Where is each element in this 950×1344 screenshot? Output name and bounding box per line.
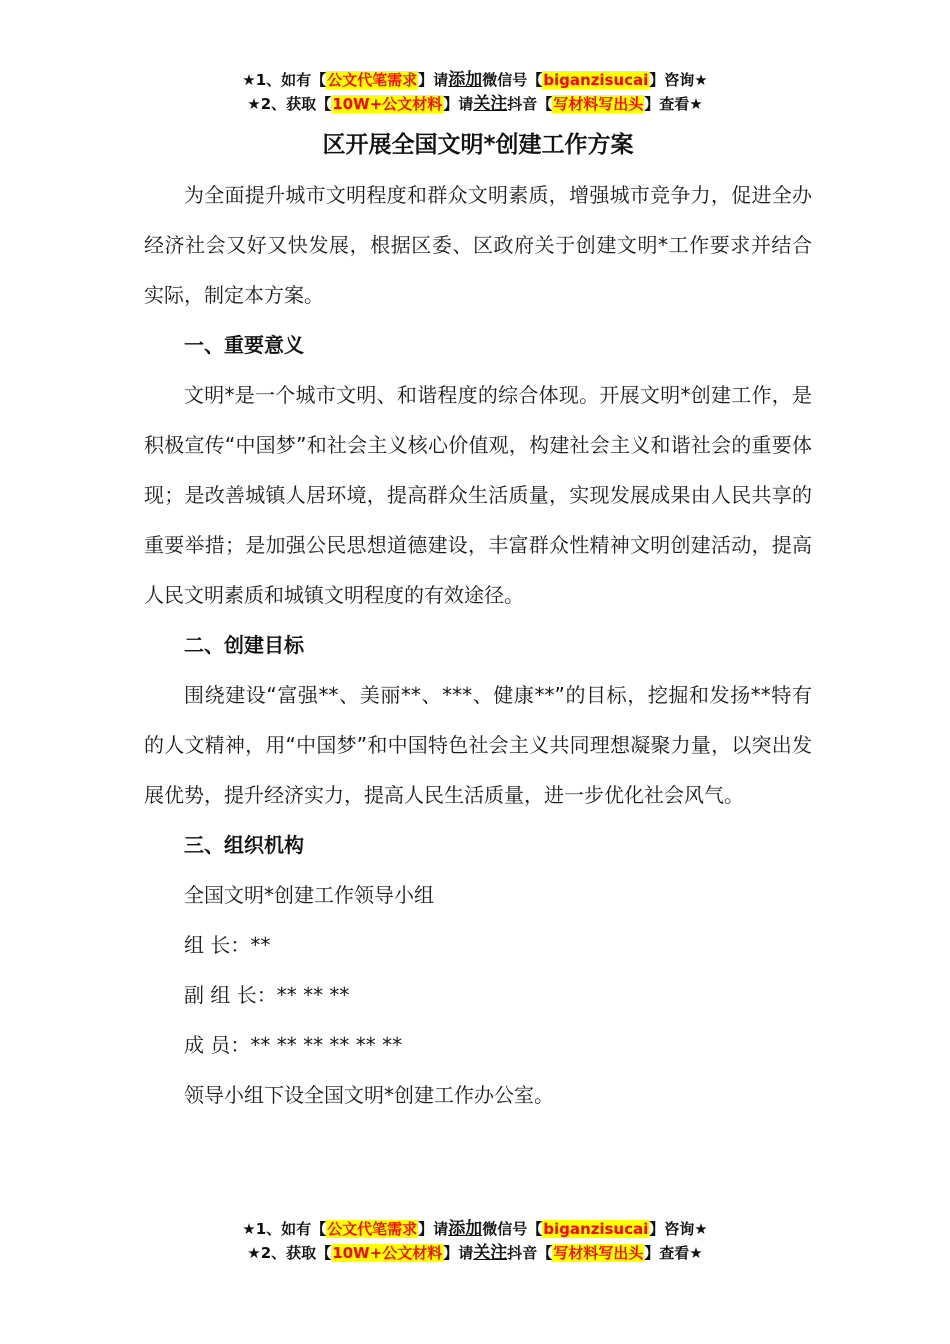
banner-highlight: 10W+公文材料 xyxy=(332,1244,443,1262)
banner-line-2: ★2、获取【10W+公文材料】请关注抖音【写材料写出头】查看★ xyxy=(247,1243,703,1263)
banner-highlight: 公文代笔需求 xyxy=(327,71,418,89)
org-members: 成 员：** ** ** ** ** ** xyxy=(184,1033,403,1057)
section-heading-3: 三、组织机构 xyxy=(184,833,304,857)
banner-highlight: 公文代笔需求 xyxy=(327,1220,418,1238)
banner-line-1: ★1、如有【公文代笔需求】请添加微信号【biganzisucai】咨询★ xyxy=(242,70,708,90)
section-2-paragraph: 围绕建设“富强**、美丽**、***、健康**”的目标，挖掘和发扬**特有的人文精神，用“中国梦”和中国特色社会主义共同理想凝聚力量，以突出发展优势，提升经济实力，提高人民生活质量，进一步优化社会风气。 xyxy=(144,683,812,807)
section-heading-2: 二、创建目标 xyxy=(184,633,304,657)
banner-highlight: 10W+公文材料 xyxy=(332,95,443,113)
intro-paragraph: 为全面提升城市文明程度和群众文明素质，增强城市竞争力，促进全办经济社会又好又快发展，根据区委、区政府关于创建文明*工作要求并结合实际，制定本方案。 xyxy=(144,183,812,307)
banner-highlight: 写材料写出头 xyxy=(553,1244,644,1262)
header-banner xyxy=(0,68,950,116)
org-group-name: 全国文明*创建工作领导小组 xyxy=(184,883,434,907)
banner-line-1: ★1、如有【公文代笔需求】请添加微信号【biganzisucai】咨询★ xyxy=(242,1219,708,1239)
section-1-paragraph: 文明*是一个城市文明、和谐程度的综合体现。开展文明*创建工作，是积极宣传“中国梦”和社会主义核心价值观，构建社会主义和谐社会的重要体现；是改善城镇人居环境，提高群众生活质量，实现发展成果由人民共享的重要举措；是加强公民思想道德建设，丰富群众性精神文明创建活动，提高人民文明素质和城镇文明程度的有效途径。 xyxy=(144,383,812,607)
banner-highlight: 写材料写出头 xyxy=(553,95,644,113)
org-deputy: 副 组 长：** ** ** xyxy=(184,983,350,1007)
document-body xyxy=(144,128,812,1120)
org-leader: 组 长：** xyxy=(184,933,271,957)
footer-banner xyxy=(0,1217,950,1265)
banner-highlight: biganzisucai xyxy=(543,71,649,89)
document-title: 区开展全国文明*创建工作方案 xyxy=(322,132,634,158)
banner-line-2: ★2、获取【10W+公文材料】请关注抖音【写材料写出头】查看★ xyxy=(247,94,703,114)
org-office: 领导小组下设全国文明*创建工作办公室。 xyxy=(184,1083,554,1107)
section-heading-1: 一、重要意义 xyxy=(184,333,304,357)
banner-highlight: biganzisucai xyxy=(543,1220,649,1238)
